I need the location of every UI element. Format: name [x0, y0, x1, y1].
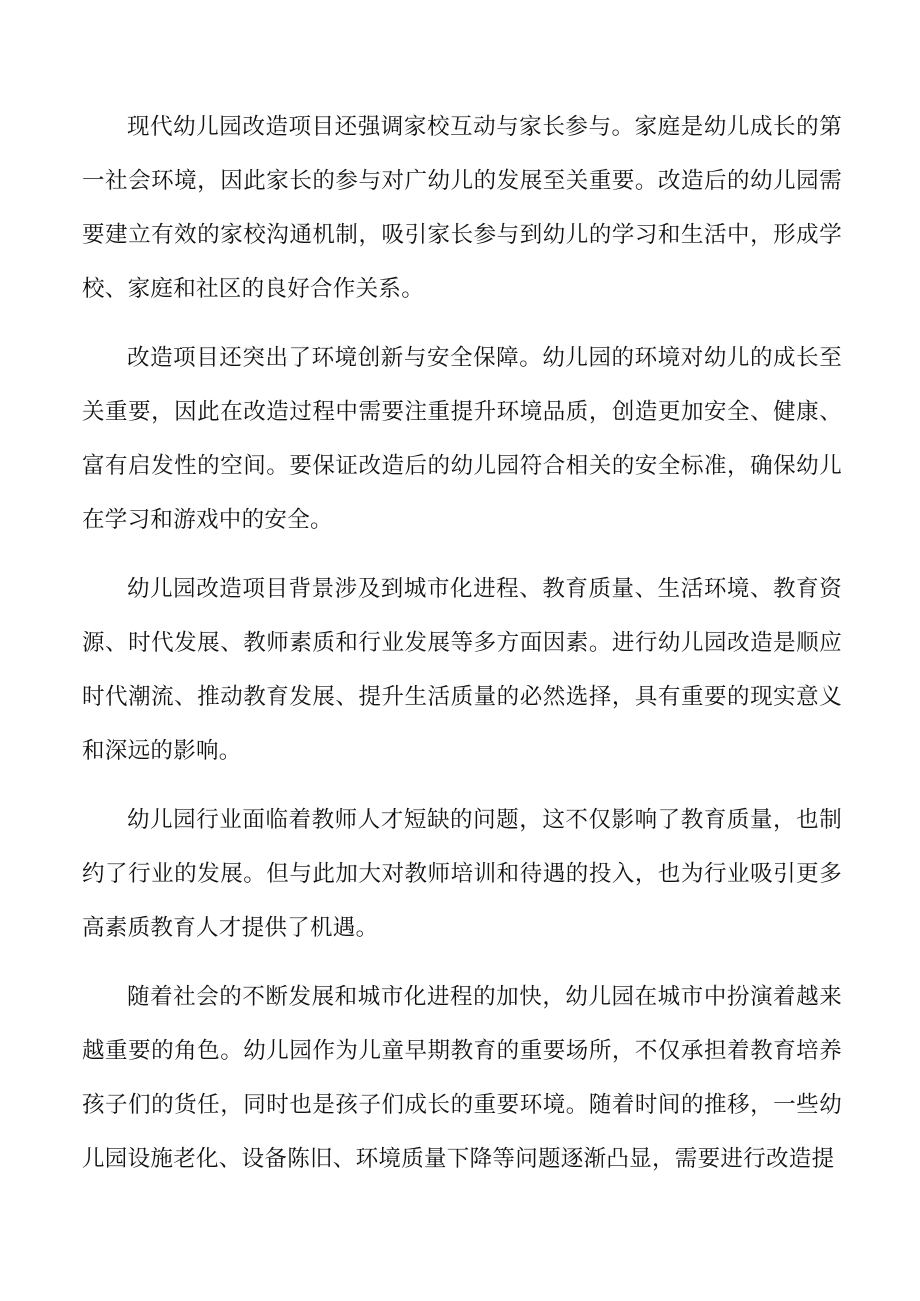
paragraph-urbanization-role: 随着社会的不断发展和城市化进程的加快，幼儿园在城市中扮演着越来越重要的角色。幼儿园作为儿童早期教育的重要场所，不仅承担着教育培养孩子们的货任，同时也是孩子们成长的重要环境。随着时间的推移，一些幼儿园设施老化、设备陈旧、环境质量下降等问题逐渐凸显，需要进行改造提	[82, 984, 842, 1172]
paragraph-project-background: 幼儿园改造项目背景涉及到城市化进程、教育质量、生活环境、教育资源、时代发展、教师素质和行业发展等多方面因素。进行幼儿园改造是顺应时代潮流、推动教育发展、提升生活质量的必然选择，具有重要的现实意义和深远的影响。	[82, 576, 842, 764]
paragraph-teacher-shortage: 幼儿园行业面临着教师人才短缺的问题，这不仅影响了教育质量，也制约了行业的发展。但与此加大对教师培训和待遇的投入，也为行业吸引更多高素质教育人才提供了机遇。	[82, 807, 842, 941]
paragraph-family-school-interaction: 现代幼儿园改造项目还强调家校互动与家长参与。家庭是幼儿成长的第一社会环境，因此家长的参与对广幼儿的发展至关重要。改造后的幼儿园需要建立有效的家校沟通机制，吸引家长参与到幼儿的学习和生活中，形成学校、家庭和社区的良好合作关系。	[82, 114, 842, 302]
paragraph-environment-safety: 改造项目还突出了环境创新与安全保障。幼儿园的环境对幼儿的成长至关重要，因此在改造过程中需要注重提升环境品质，创造更加安全、健康、富有启发性的空间。要保证改造后的幼儿园符合相关的安全标准，确保幼儿在学习和游戏中的安全。	[82, 345, 842, 533]
document-body	[82, 100, 842, 1201]
